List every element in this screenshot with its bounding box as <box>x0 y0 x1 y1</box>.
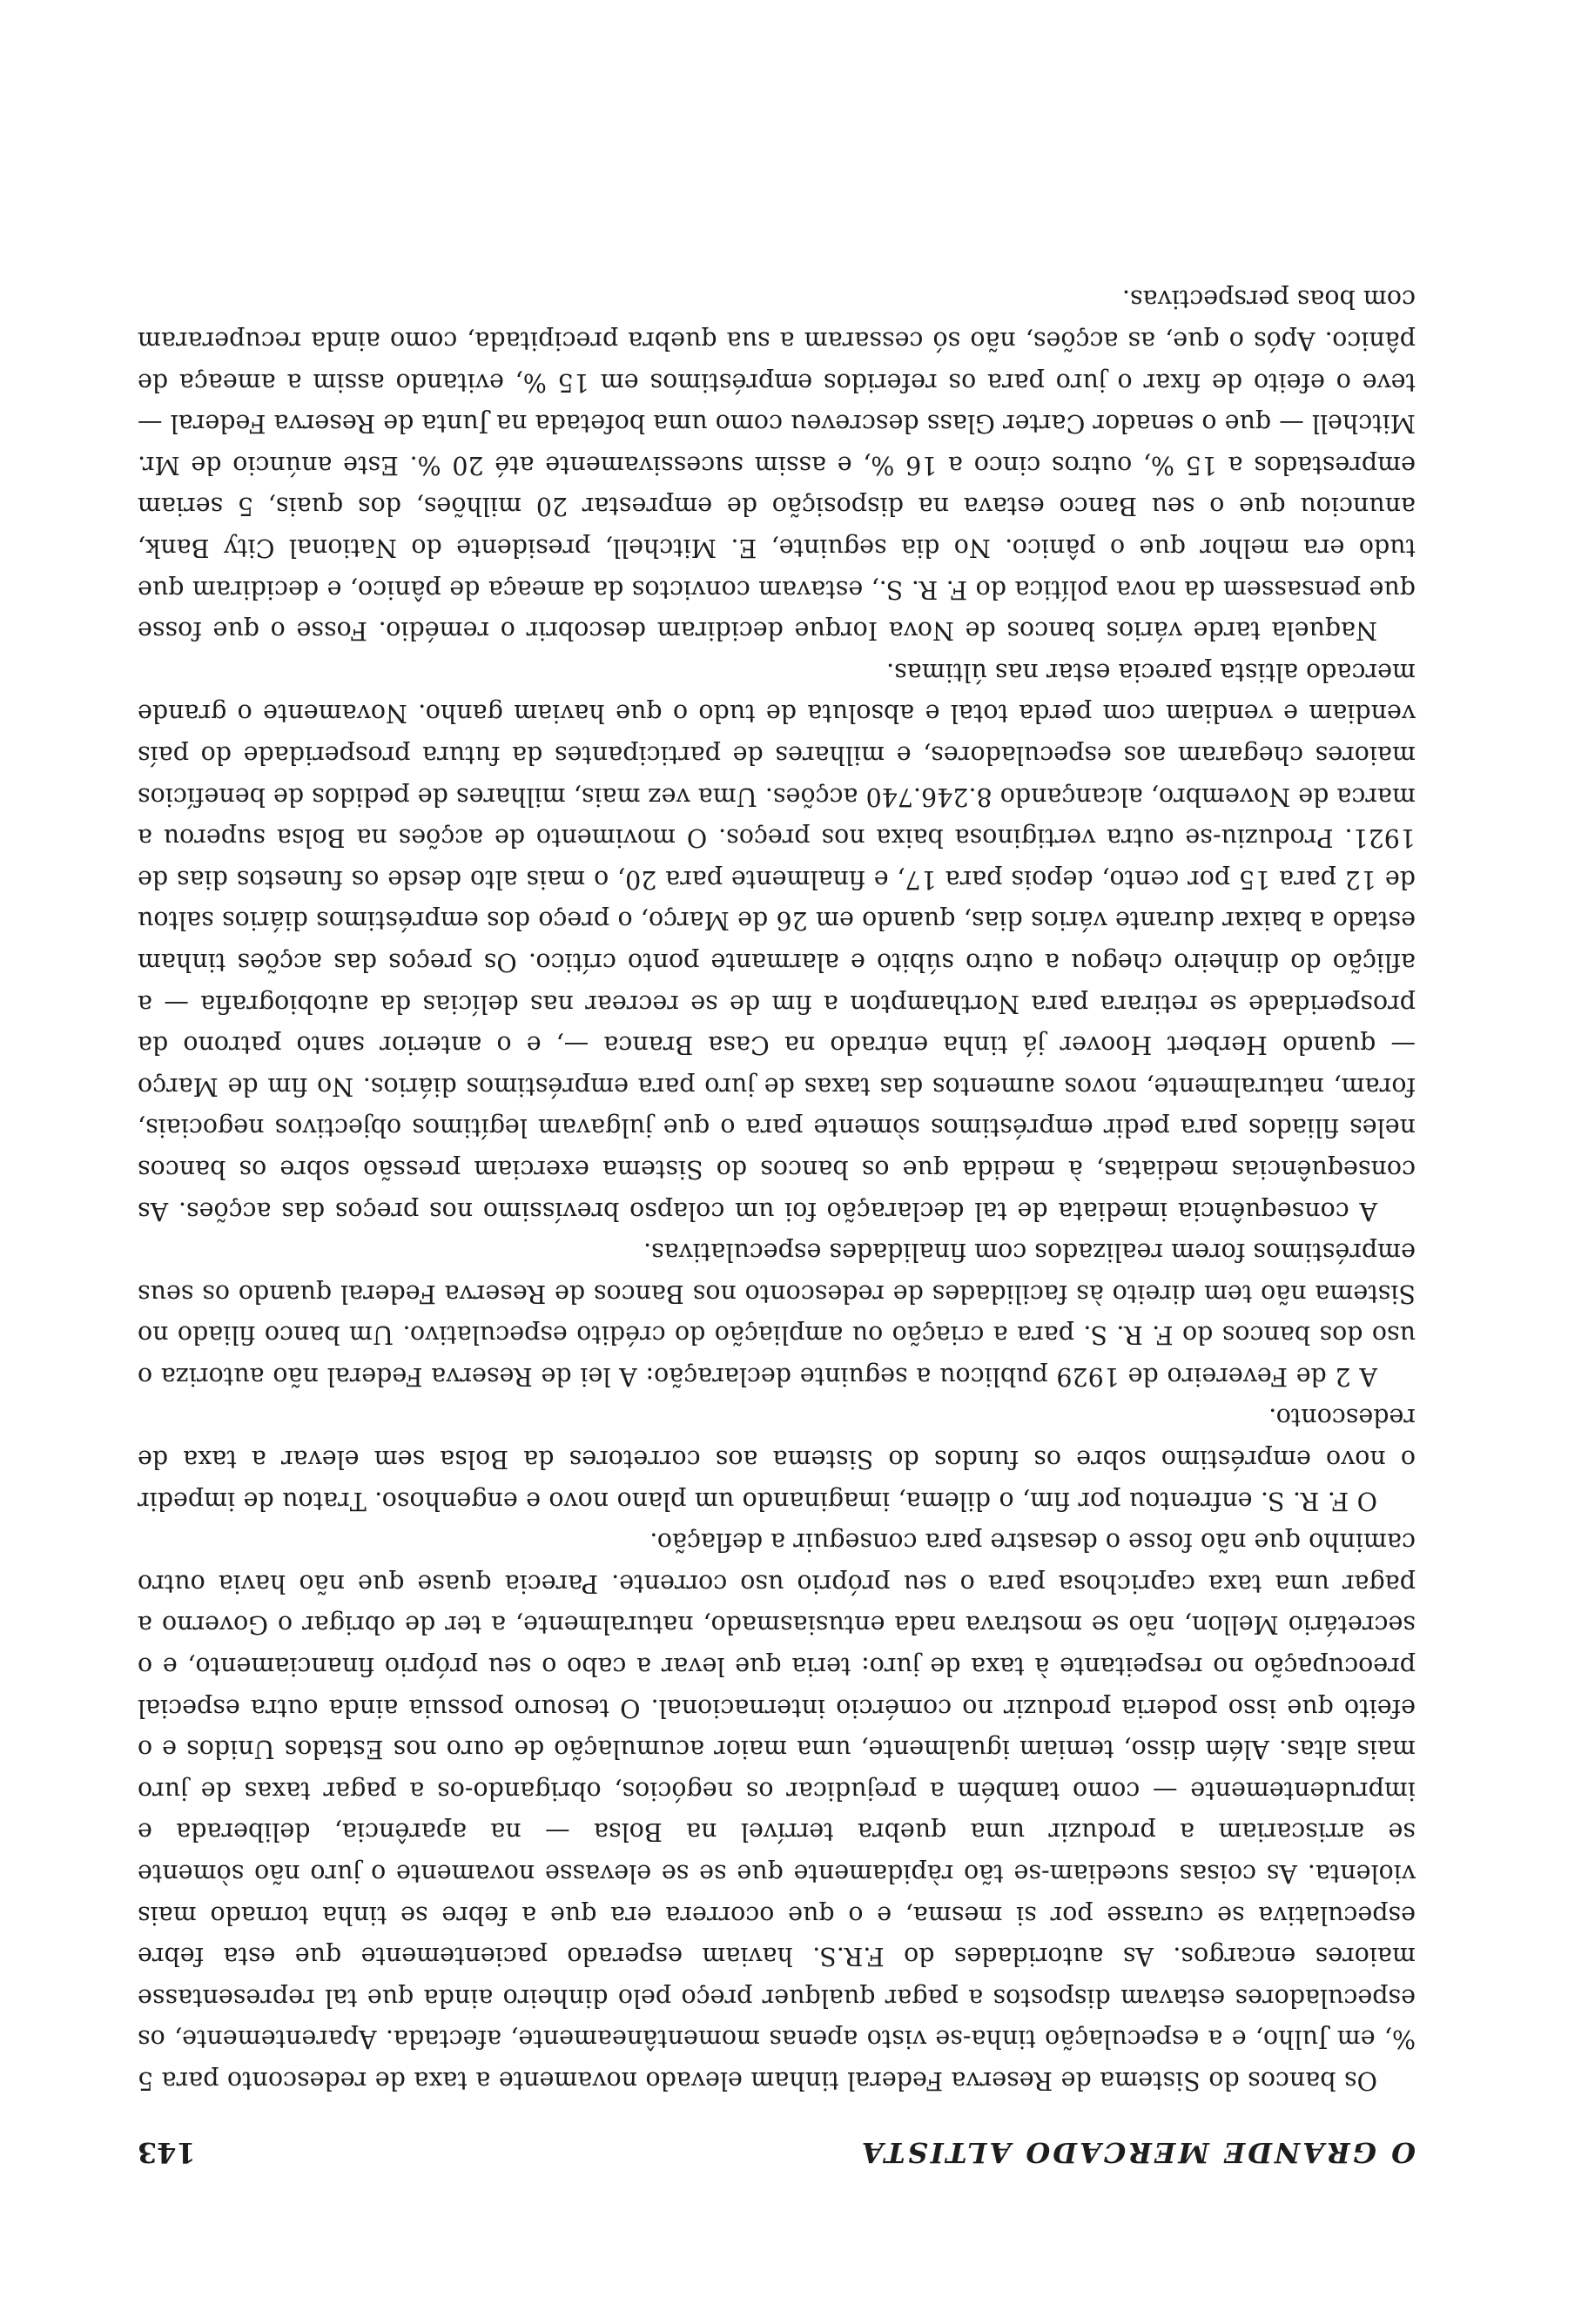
paragraph-2: O F. R. S. enfrentou por fim, o dilema, imaginando um plano novo e engenhoso. Tratou de impedir o novo empréstimo sobre os fundos do Sistema aos corretores da Bolsa sem elevar a taxa de redesconto. <box>138 1403 1416 1515</box>
running-title: O GRANDE MERCADO ALTISTA <box>858 2136 1416 2169</box>
running-header <box>138 2136 1416 2169</box>
paragraph-1: Os bancos do Sistema de Reserva Federal tinham elevado novamente a taxa de redesconto para 5 %, em Julho, e a especulação tinha-se visto apenas momentâneamente, afectada. Aparentemente, os especuladores estavam dispostos a pagar qualquer preço pelo dinheiro ainda que tal representasse maiores encargos. As autoridades do F.R.S. haviam esperado pacientemente que esta febre especulativa se curasse por si mesma, e o que ocorrera era que a febre se tinha tornado mais violenta. As coisas sucediam-se tão ràpidamente que se se elevasse novamente o juro não sòmente se arriscariam a produzir uma quebra terrível na Bolsa — na aparência, deliberada e imprudentemente — como também a prejudicar os negócios, obrigando-os a pagar taxas de juro mais altas. Além disso, temiam igualmente, uma maior acumulação de ouro nos Estados Unidos e o efeito que isso poderia produzir no comércio internacional. O tesouro possuia ainda outra especial preocupação no respeitante à taxa de juro: teria que levar a cabo o seu próprio financiamento, e o secretário Mellon, não se mostrava nada entusiasmado, naturalmente, a ter de obrigar o Governo a pagar uma taxa caprichosa para o seu próprio uso corrente. Parecia quase que não havia outro caminho que não fosse o desastre para conseguir a deflação. <box>138 1528 1416 2095</box>
paragraph-5: Naquela tarde vários bancos de Nova Iorque decidiram descobrir o remédio. Fosse o que fosse que pensassem da nova política do F. R. S., estavam convictos da ameaça de pânico, e decidiram que tudo era melhor que o pânico. No dia seguinte, E. Mitchell, presidente do National City Bank, anunciou que o seu Banco estava na disposição de emprestar 20 milhões, dos quais, 5 seriam emprestados a 15 %, outros cinco a 16 %, e assim sucessivamente até 20 %. Este anúncio de Mr. Mitchell — que o senador Carter Glass descreveu como uma bofetada na Junta de Reserva Federal — teve o efeito de fixar o juro para os referidos empréstimos em 15 %, evitando assim a ameaça de pânico. Após o que, as acções, não só cessaram a sua quebra precipitada, como ainda recuperaram com boas perspectivas. <box>138 285 1416 646</box>
page-number: 143 <box>138 2136 196 2169</box>
paragraph-4: A consequência imediata de tal declaração foi um colapso brevíssimo nos preços das acções. As consequências mediatas, à medida que os bancos do Sistema exerciam pressão sobre os bancos neles filiados para pedir empréstimos sòmente para o que julgavam legítimos objectivos negociais, foram, naturalmente, novos aumentos das taxas de juro para empréstimos diários. No fim de Março — quando Herbert Hoover já tinha entrado na Casa Branca —, e o anterior santo patrono da prosperidade se retirara para Northampton a fim de se recrear nas delícias da autobiografia — a aflição do dinheiro chegou a outro súbito e alarmante ponto crítico. Os preços das acções tinham estado a baixar durante vários dias, quando em 26 de Março, o preço dos empréstimos diários saltou de 12 para 15 por cento, depois para 17, e finalmente para 20, o mais alto desde os funestos dias de 1921. Produziu-se outra vertiginosa baixa nos preços. O movimento de acções na Bolsa superou a marca de Novembro, alcançando 8.246.740 acções. Uma vez mais, milhares de pedidos de benefícios maiores chegaram aos especuladores, e milhares de participantes da futura prosperidade do país vendiam e vendiam com perda total e absoluta de tudo o que haviam ganho. Novamente o grande mercado altista parecia estar nas últimas. <box>138 657 1416 1226</box>
paragraph-3-declaration: A 2 de Fevereiro de 1929 publicou a seguinte declaração: A lei de Reserva Federal não autoriza o uso dos bancos do F. R. S. para a criação ou ampliação do crédito especulativo. Um banco filiado no Sistema não tem direito às facilidades de redesconto nos Bancos de Reserva Federal quando os seus empréstimos forem realizados com finalidades especulativas. <box>138 1238 1416 1391</box>
page-text-block <box>138 279 1416 2169</box>
